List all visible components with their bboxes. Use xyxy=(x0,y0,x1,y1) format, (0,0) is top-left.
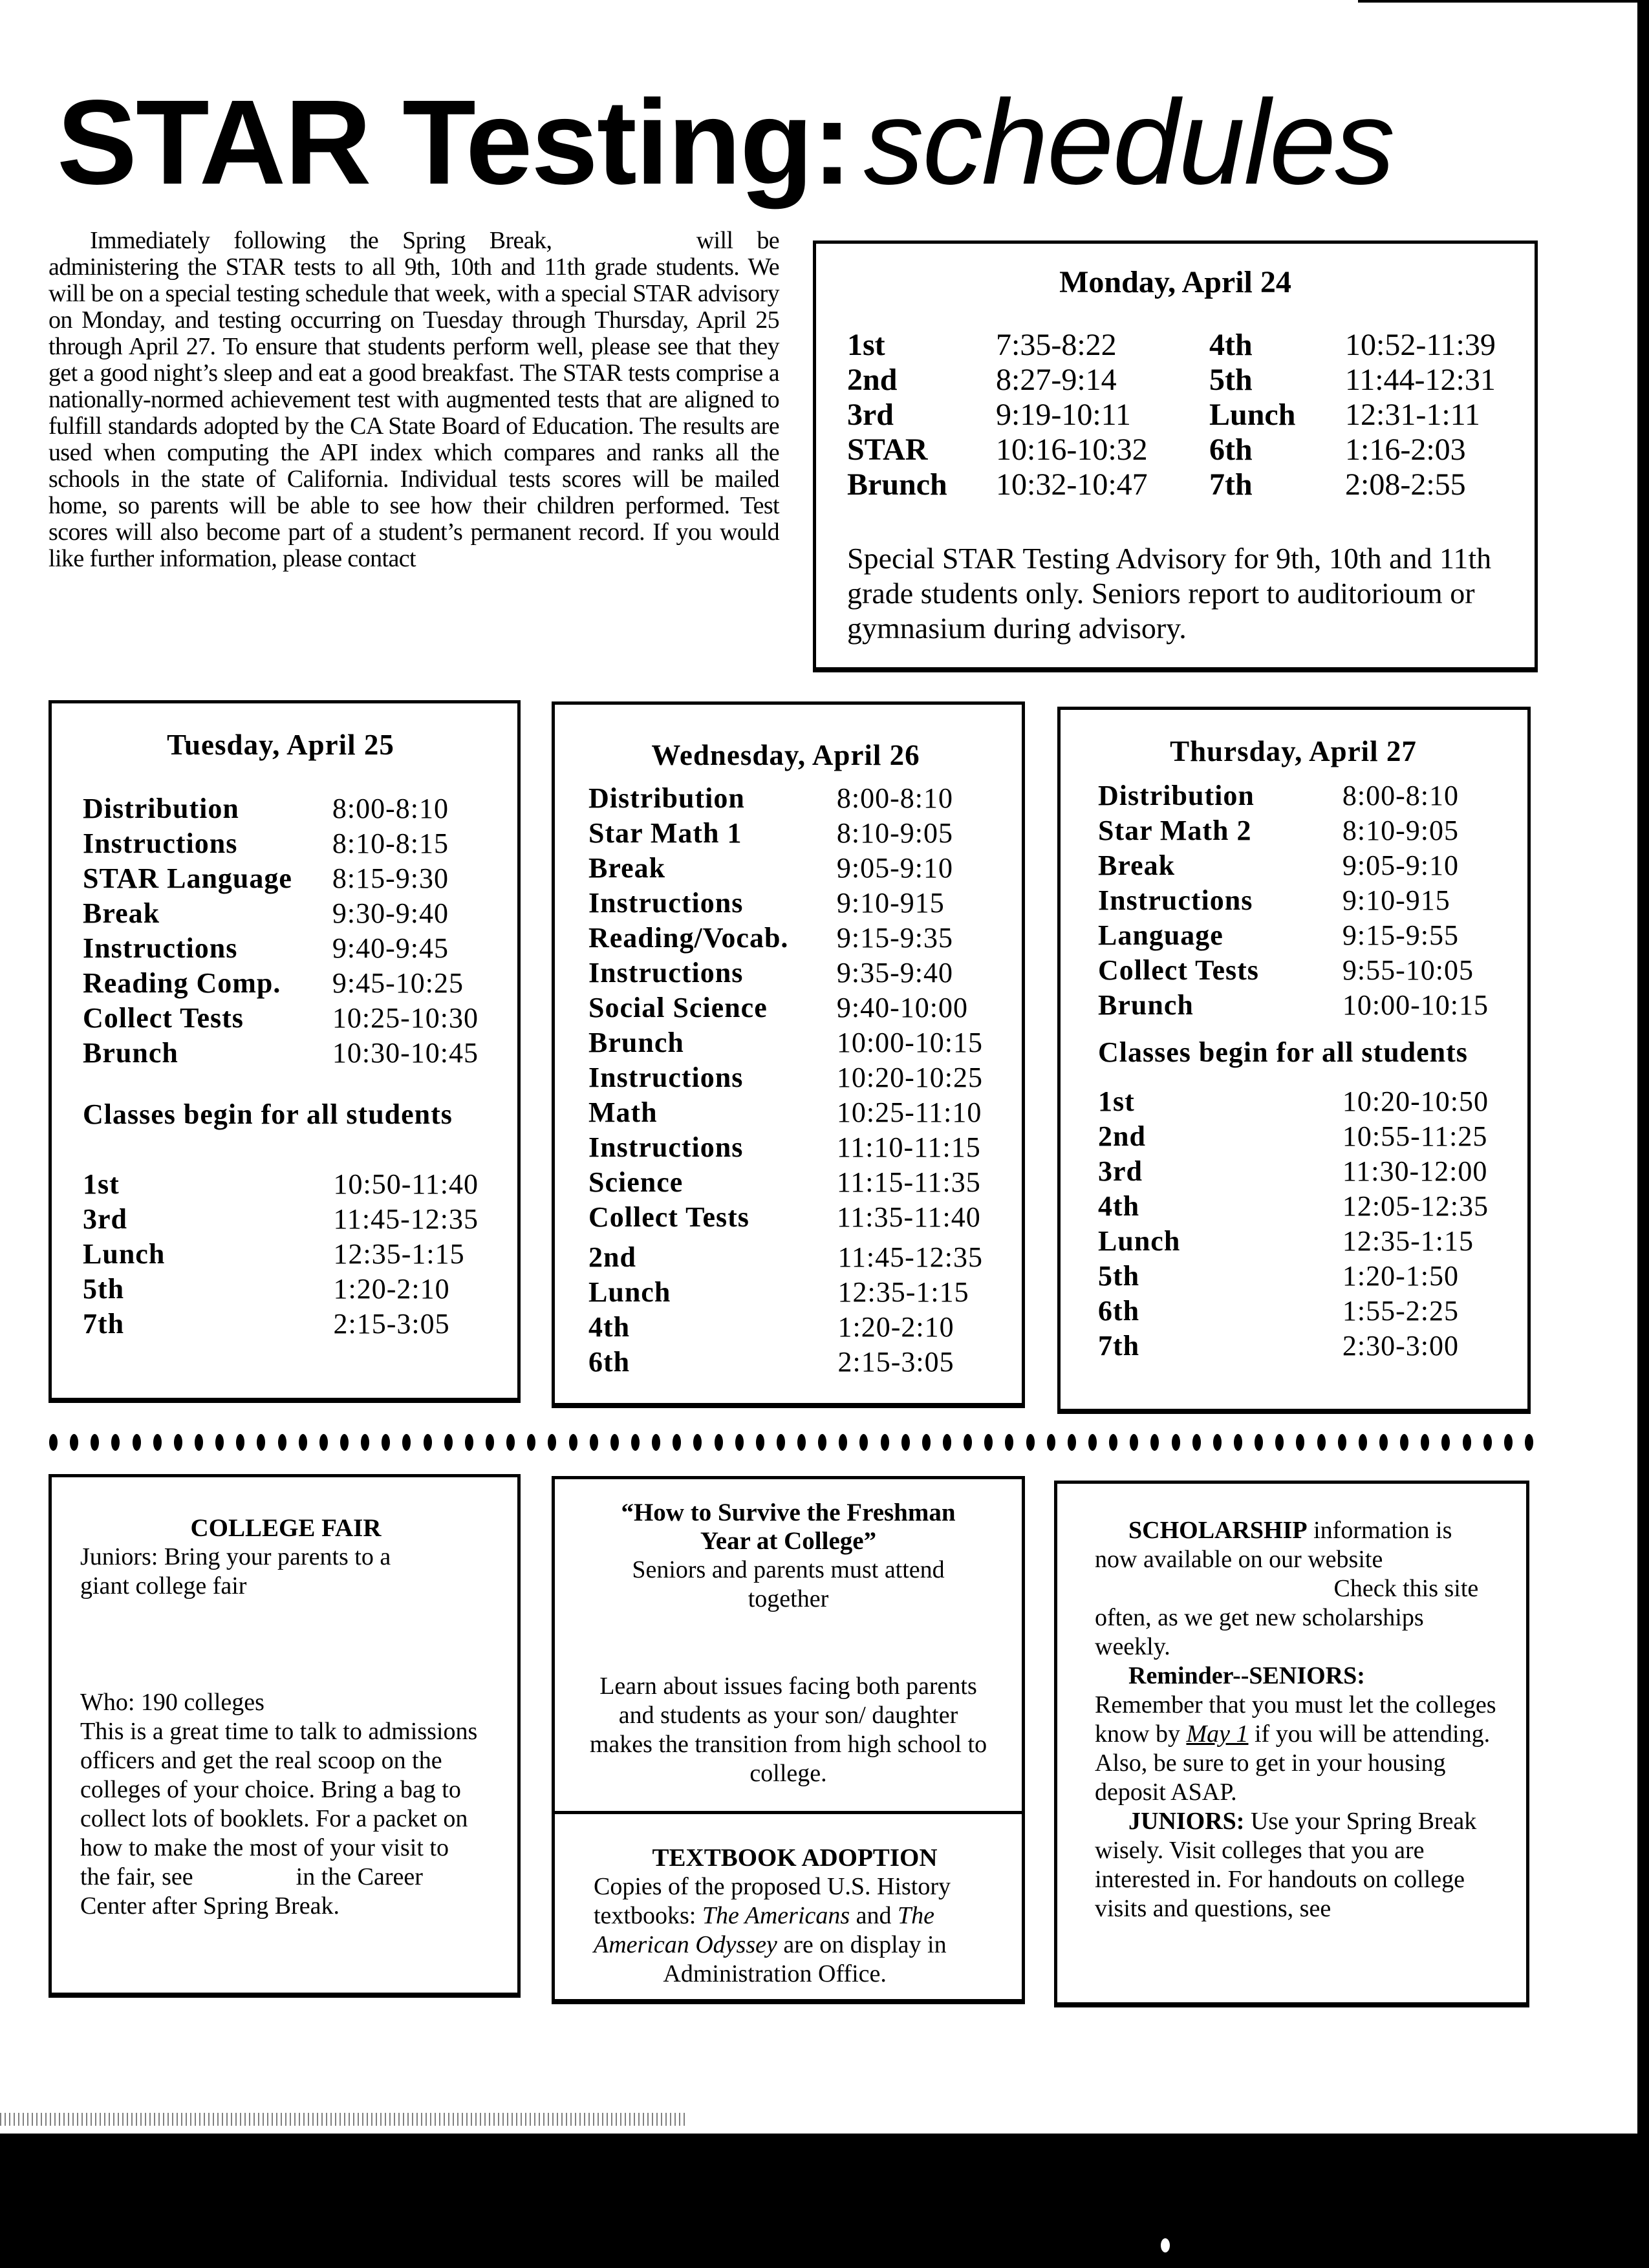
schedule-label: 3rd xyxy=(83,1203,127,1235)
schedule-time: 11:45-12:35 xyxy=(333,1203,479,1235)
divider-dot xyxy=(1525,1434,1533,1451)
schedule-label: 6th xyxy=(588,1346,630,1378)
title-bold: STAR Testing: xyxy=(57,76,851,209)
wednesday-title: Wednesday, April 26 xyxy=(651,739,920,771)
divider-dot xyxy=(361,1434,369,1451)
divider-dot xyxy=(215,1434,224,1451)
schedule-time: 9:10-915 xyxy=(836,887,945,919)
schedule-label: Instructions xyxy=(1098,884,1253,916)
tuesday-title: Tuesday, April 25 xyxy=(167,729,394,761)
schedule-time: 9:40-10:00 xyxy=(836,992,968,1023)
divider-dot xyxy=(1026,1434,1035,1451)
schedule-time: 11:10-11:15 xyxy=(836,1131,981,1163)
schedule-label: 1st xyxy=(83,1168,120,1200)
schedule-time: 9:40-9:45 xyxy=(332,932,449,964)
divider-dot xyxy=(1130,1434,1138,1451)
college-fair-title: COLLEGE FAIR xyxy=(190,1514,382,1542)
divider-dot xyxy=(818,1434,826,1451)
divider-dot xyxy=(1359,1434,1367,1451)
schedule-label: Reading Comp. xyxy=(83,967,281,999)
schedule-label: Collect Tests xyxy=(83,1002,244,1034)
schedule-time: 10:25-10:30 xyxy=(332,1002,479,1034)
schedule-time: 8:10-8:15 xyxy=(332,828,449,859)
period-time: 1:16-2:03 xyxy=(1345,433,1466,467)
divider-dot xyxy=(91,1434,99,1451)
divider-dot xyxy=(49,1434,58,1451)
wednesday-classes-list xyxy=(588,1240,983,1380)
period-time: 11:44-12:31 xyxy=(1345,363,1496,397)
schedule-label: Language xyxy=(1098,919,1223,951)
schedule-label: Reading/Vocab. xyxy=(588,922,789,954)
divider-dot xyxy=(631,1434,640,1451)
period-label: STAR xyxy=(847,433,928,467)
divider-dot xyxy=(673,1434,681,1451)
divider-dot xyxy=(1109,1434,1117,1451)
seniors-post: if you will be attending. Also, be sure to get in your housing deposit ASAP. xyxy=(1095,1720,1491,1806)
textbook-section xyxy=(555,1817,1022,1989)
freshman-textbook-box xyxy=(552,1476,1025,2004)
divider-dot xyxy=(424,1434,432,1451)
schedule-time: 8:10-9:05 xyxy=(836,817,953,849)
divider-dot xyxy=(1379,1434,1388,1451)
schedule-label: Break xyxy=(588,852,666,884)
divider-dot xyxy=(859,1434,868,1451)
period-label: 7th xyxy=(1209,467,1253,502)
tuesday-subheading: Classes begin for all students xyxy=(83,1098,453,1130)
divider-dot xyxy=(1483,1434,1492,1451)
college-fair-who: Who: 190 colleges xyxy=(80,1689,264,1716)
divider-dot xyxy=(1088,1434,1097,1451)
textbook-title: TEXTBOOK ADOPTION xyxy=(652,1844,938,1872)
schedule-time: 9:05-9:10 xyxy=(1342,850,1459,881)
schedule-time: 10:25-11:10 xyxy=(836,1097,982,1128)
scan-artifact xyxy=(0,2113,685,2126)
schedule-label: 7th xyxy=(1098,1330,1140,1362)
divider-dot xyxy=(133,1434,141,1451)
divider-dot xyxy=(1213,1434,1222,1451)
divider-dot xyxy=(299,1434,307,1451)
college-fair-body: This is a great time to talk to admissions officers and get the real scoop on the colleges of your choice. Bring a bag to collect lots of booklets. For a packet on how to make the most of your visit to the fair, see xyxy=(80,1718,478,1890)
schedule-time: 2:30-3:00 xyxy=(1342,1330,1459,1362)
tuesday-schedule xyxy=(48,700,521,1403)
schedule-time: 11:30-12:00 xyxy=(1342,1155,1488,1187)
freshman-subtitle: Seniors and parents must attend together xyxy=(632,1556,945,1612)
divider-dot xyxy=(715,1434,723,1451)
schedule-time: 10:55-11:25 xyxy=(1342,1120,1488,1152)
scholarship-lead-rest: information is now available on our website xyxy=(1095,1517,1452,1573)
divider-dot xyxy=(1463,1434,1471,1451)
schedule-time: 9:15-9:55 xyxy=(1342,919,1459,951)
schedule-time: 11:15-11:35 xyxy=(836,1166,981,1198)
divider-dot xyxy=(964,1434,972,1451)
divider-dot xyxy=(756,1434,764,1451)
divider-dot xyxy=(506,1434,515,1451)
freshman-section xyxy=(555,1479,1022,1814)
schedule-label: Collect Tests xyxy=(1098,954,1259,986)
title-italic: schedules xyxy=(863,76,1394,209)
period-time: 8:27-9:14 xyxy=(996,363,1117,397)
period-label: 6th xyxy=(1209,433,1253,467)
schedule-label: Instructions xyxy=(83,828,238,859)
schedule-time: 9:30-9:40 xyxy=(332,897,449,929)
schedule-label: Lunch xyxy=(588,1276,671,1308)
schedule-label: 3rd xyxy=(1098,1155,1143,1187)
textbook-book-1: The Americans xyxy=(702,1902,850,1929)
divider-dot xyxy=(1275,1434,1284,1451)
schedule-label: Math xyxy=(588,1097,658,1128)
tuesday-testing-list xyxy=(83,791,479,1071)
schedule-time: 9:35-9:40 xyxy=(836,957,953,989)
schedule-time: 1:20-2:10 xyxy=(837,1311,954,1343)
schedule-time: 11:45-12:35 xyxy=(837,1241,983,1273)
thursday-schedule xyxy=(1057,707,1531,1414)
schedule-label: 5th xyxy=(1098,1260,1140,1292)
college-fair-box xyxy=(48,1474,521,1998)
divider-dot xyxy=(943,1434,951,1451)
period-time: 2:08-2:55 xyxy=(1345,467,1466,502)
divider-dot xyxy=(340,1434,349,1451)
divider-dot xyxy=(839,1434,847,1451)
divider-dot xyxy=(610,1434,619,1451)
monday-title: Monday, April 24 xyxy=(1059,265,1291,299)
divider-dot xyxy=(1172,1434,1180,1451)
college-fair-tail: in the Career Center after Spring Break. xyxy=(80,1863,423,1920)
divider-dot xyxy=(1068,1434,1076,1451)
period-label: 5th xyxy=(1209,363,1253,397)
period-time: 10:52-11:39 xyxy=(1345,328,1496,362)
schedule-label: Brunch xyxy=(1098,989,1194,1021)
divider-dot xyxy=(70,1434,78,1451)
schedule-time: 10:00-10:15 xyxy=(836,1027,983,1058)
period-time: 10:16-10:32 xyxy=(996,433,1148,467)
divider-dot xyxy=(1317,1434,1326,1451)
schedule-label: Science xyxy=(588,1166,684,1198)
divider-dot xyxy=(984,1434,993,1451)
period-label: 4th xyxy=(1209,328,1253,362)
schedule-label: Instructions xyxy=(588,1131,744,1163)
juniors-heading: JUNIORS: xyxy=(1128,1808,1245,1835)
period-time: 12:31-1:11 xyxy=(1345,398,1480,432)
period-label: 1st xyxy=(847,328,885,362)
schedule-label: Instructions xyxy=(588,1062,744,1093)
divider-dot xyxy=(319,1434,328,1451)
period-label: 3rd xyxy=(847,398,894,432)
divider-dot xyxy=(1441,1434,1450,1451)
schedule-label: 1st xyxy=(1098,1086,1135,1117)
divider-dot xyxy=(1400,1434,1408,1451)
freshman-title: “How to Survive the Freshman Year at College” xyxy=(621,1499,956,1555)
divider-dot xyxy=(1338,1434,1346,1451)
period-label: Brunch xyxy=(847,467,947,502)
textbook-book-2: The American Odyssey xyxy=(594,1902,935,1958)
intro-text: Immediately following the Spring Break, will be administering the STAR tests to all 9th, 10th and 11th grade students. We will be on a special testing schedule that week, with a special STAR advisory on Monday, and testing occurring on Tuesday through Thursday, April 25 through April 27. To ensure that students perform well, please see that they get a good night’s sleep and eat a good breakfast. The STAR tests comprise a nationally-normed achievement test with augmented tests that are aligned to fulfill standards adopted by the CA State Board of Education. The results are used when computing the API index which compares and ranks all the schools in the state of California. Individual tests scores will be mailed home, so parents will be able to see how their children performed. Test scores will also become part of a student’s permanent record. If you would like further information, please contact xyxy=(48,227,779,572)
schedule-time: 12:35-1:15 xyxy=(837,1276,969,1308)
wednesday-testing-list xyxy=(588,781,983,1235)
divider-dot xyxy=(257,1434,265,1451)
schedule-time: 8:10-9:05 xyxy=(1342,815,1459,846)
schedule-time: 1:20-1:50 xyxy=(1342,1260,1459,1292)
divider-dot xyxy=(797,1434,806,1451)
divider-dot xyxy=(1421,1434,1429,1451)
divider-dot xyxy=(465,1434,473,1451)
divider-dot xyxy=(1234,1434,1242,1451)
divider-dot xyxy=(590,1434,598,1451)
schedule-time: 8:00-8:10 xyxy=(332,793,449,824)
college-fair-intro: Juniors: Bring your parents to a giant college fair xyxy=(80,1543,391,1599)
divider-dot xyxy=(1504,1434,1513,1451)
scholarship-lead: SCHOLARSHIP xyxy=(1128,1517,1308,1544)
page-title xyxy=(57,76,1394,209)
divider-dot xyxy=(1296,1434,1304,1451)
schedule-label: Distribution xyxy=(1098,780,1255,811)
schedule-time: 10:30-10:45 xyxy=(332,1037,479,1069)
schedule-label: 7th xyxy=(83,1308,125,1340)
tuesday-classes-list xyxy=(83,1167,479,1342)
divider-dot xyxy=(486,1434,494,1451)
textbook-and: and xyxy=(856,1902,892,1929)
schedule-time: 10:00-10:15 xyxy=(1342,989,1489,1021)
divider-dot xyxy=(1192,1434,1201,1451)
schedule-label: 4th xyxy=(1098,1190,1140,1222)
schedule-time: 12:05-12:35 xyxy=(1342,1190,1489,1222)
schedule-time: 1:55-2:25 xyxy=(1342,1295,1459,1327)
divider-dot xyxy=(1150,1434,1159,1451)
schedule-time: 10:20-10:50 xyxy=(1342,1086,1489,1117)
divider-dot xyxy=(153,1434,162,1451)
scholarship-box xyxy=(1054,1481,1529,2007)
schedule-label: Star Math 1 xyxy=(588,817,742,849)
thursday-testing-list xyxy=(1098,778,1489,1023)
period-time: 9:19-10:11 xyxy=(996,398,1131,432)
schedule-label: STAR Language xyxy=(83,862,292,894)
wednesday-schedule xyxy=(552,701,1025,1408)
divider-dot xyxy=(652,1434,660,1451)
freshman-body: Learn about issues facing both parents and students as your son/ daughter makes the transition from high school to college. xyxy=(589,1673,987,1787)
schedule-label: 4th xyxy=(588,1311,630,1343)
schedule-label: Instructions xyxy=(83,932,238,964)
schedule-time: 10:20-10:25 xyxy=(836,1062,983,1093)
schedule-label: Lunch xyxy=(83,1238,166,1270)
divider-dot xyxy=(527,1434,535,1451)
scholarship-check: Check this site often, as we get new scholarships weekly. xyxy=(1095,1575,1479,1660)
period-label: Lunch xyxy=(1209,398,1296,432)
textbook-body-2: are on display in xyxy=(783,1931,947,1958)
schedule-time: 9:45-10:25 xyxy=(332,967,464,999)
divider-dot xyxy=(881,1434,889,1451)
divider-dot xyxy=(693,1434,702,1451)
schedule-time: 8:00-8:10 xyxy=(1342,780,1459,811)
divider-dot xyxy=(382,1434,390,1451)
juniors-body: Use your Spring Break wisely. Visit colleges that you are interested in. For handouts on college visits and questions, see xyxy=(1095,1808,1477,1922)
seniors-heading: Reminder--SENIORS: xyxy=(1128,1662,1365,1689)
schedule-label: Brunch xyxy=(83,1037,178,1069)
thursday-classes-list xyxy=(1098,1084,1489,1364)
divider-dot xyxy=(569,1434,577,1451)
divider-dot xyxy=(236,1434,244,1451)
schedule-label: Star Math 2 xyxy=(1098,815,1252,846)
schedule-label: 2nd xyxy=(1098,1120,1146,1152)
divider-dot xyxy=(174,1434,182,1451)
divider-dot xyxy=(1255,1434,1263,1451)
divider-dot xyxy=(444,1434,453,1451)
schedule-time: 10:50-11:40 xyxy=(333,1168,479,1200)
thursday-subheading: Classes begin for all students xyxy=(1098,1036,1468,1068)
schedule-label: Social Science xyxy=(588,992,768,1023)
divider-dot xyxy=(402,1434,411,1451)
schedule-label: Collect Tests xyxy=(588,1201,749,1233)
period-time: 7:35-8:22 xyxy=(996,328,1117,362)
seniors-pre: Remember that you must let the colleges know by xyxy=(1095,1691,1496,1748)
divider-dot xyxy=(735,1434,744,1451)
schedule-label: 2nd xyxy=(588,1241,636,1273)
divider-dot xyxy=(1047,1434,1055,1451)
schedule-time: 1:20-2:10 xyxy=(333,1273,450,1305)
divider-dot xyxy=(548,1434,556,1451)
schedule-time: 9:15-9:35 xyxy=(836,922,953,954)
schedule-time: 9:10-915 xyxy=(1342,884,1450,916)
schedule-time: 8:15-9:30 xyxy=(332,862,449,894)
textbook-body-1: Copies of the proposed U.S. History textbooks: xyxy=(594,1873,951,1929)
monday-grid xyxy=(847,328,1507,502)
schedule-time: 9:05-9:10 xyxy=(836,852,953,884)
intro-paragraph xyxy=(48,228,779,572)
divider-dot xyxy=(777,1434,785,1451)
period-time: 10:32-10:47 xyxy=(996,467,1148,502)
dotted-divider xyxy=(49,1434,1533,1451)
schedule-label: Distribution xyxy=(83,793,239,824)
schedule-label: Lunch xyxy=(1098,1225,1181,1257)
thursday-title: Thursday, April 27 xyxy=(1170,735,1417,767)
schedule-label: Brunch xyxy=(588,1027,684,1058)
schedule-time: 12:35-1:15 xyxy=(1342,1225,1474,1257)
divider-dot xyxy=(901,1434,910,1451)
schedule-label: Break xyxy=(1098,850,1176,881)
scan-mark xyxy=(1161,2238,1170,2252)
divider-dot xyxy=(111,1434,120,1451)
textbook-body-3: Administration Office. xyxy=(663,1960,887,1987)
seniors-date: May 1 xyxy=(1186,1720,1249,1748)
schedule-label: Instructions xyxy=(588,957,744,989)
schedule-time: 8:00-8:10 xyxy=(836,782,953,814)
schedule-label: Distribution xyxy=(588,782,745,814)
period-label: 2nd xyxy=(847,363,898,397)
divider-dot xyxy=(1005,1434,1013,1451)
schedule-time: 2:15-3:05 xyxy=(837,1346,954,1378)
schedule-label: 5th xyxy=(83,1273,125,1305)
schedule-label: 6th xyxy=(1098,1295,1140,1327)
divider-dot xyxy=(195,1434,203,1451)
page-right-edge xyxy=(1637,0,1649,2268)
schedule-time: 9:55-10:05 xyxy=(1342,954,1474,986)
schedule-time: 2:15-3:05 xyxy=(333,1308,450,1340)
page-top-edge xyxy=(1358,0,1637,3)
schedule-label: Break xyxy=(83,897,160,929)
schedule-time: 12:35-1:15 xyxy=(333,1238,465,1270)
schedule-label: Instructions xyxy=(588,887,744,919)
schedule-time: 11:35-11:40 xyxy=(836,1201,981,1233)
divider-dot xyxy=(922,1434,931,1451)
divider-dot xyxy=(278,1434,286,1451)
monday-schedule xyxy=(813,241,1538,672)
monday-note: Special STAR Testing Advisory for 9th, 10th and 11th grade students only. Seniors report to auditorioum or gymnasium during advisory. xyxy=(847,542,1492,645)
